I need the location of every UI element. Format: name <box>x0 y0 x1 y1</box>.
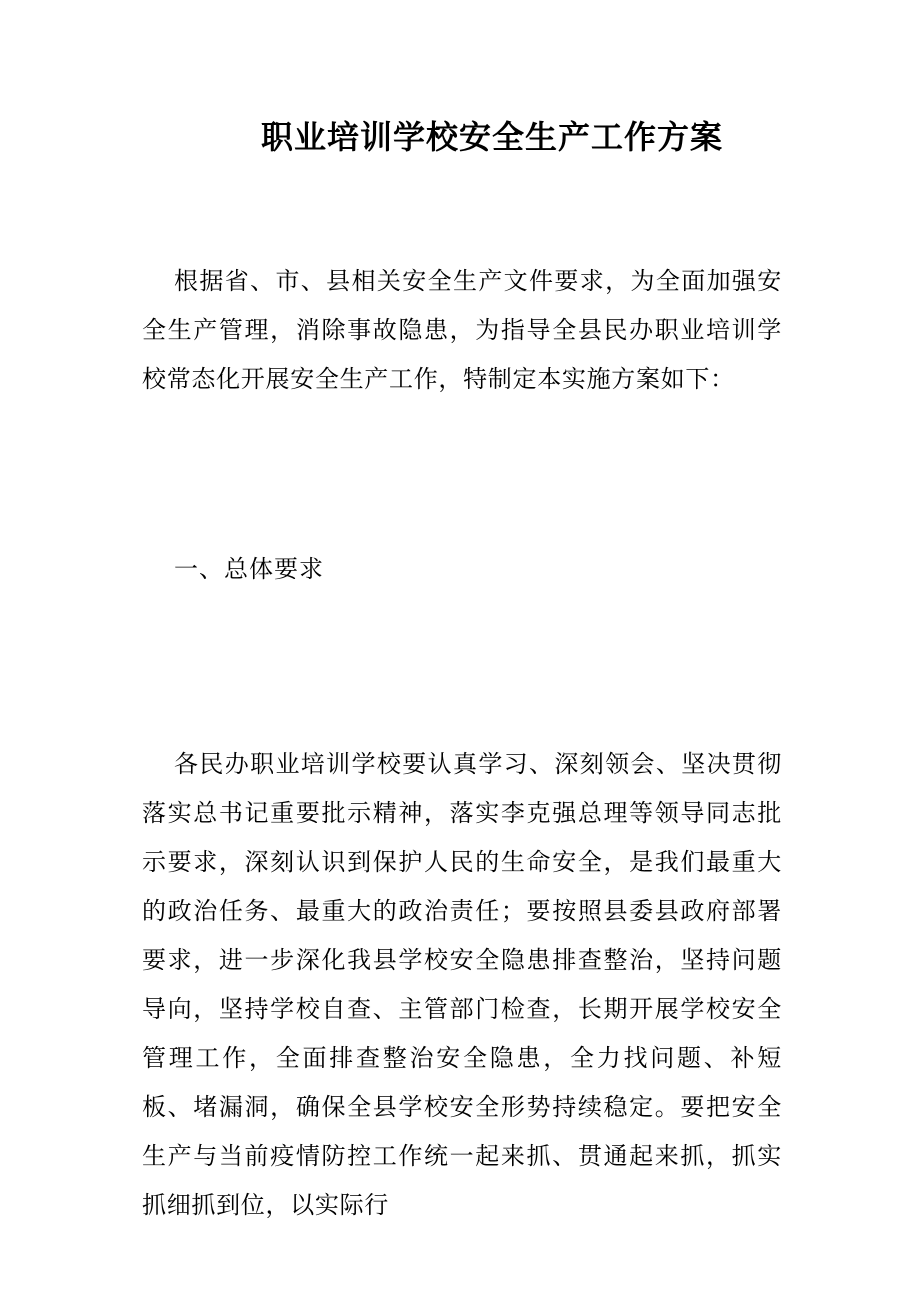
section-paragraph-overall-requirements: 各民办职业培训学校要认真学习、深刻领会、坚决贯彻落实总书记重要批示精神，落实李克强总理等领导同志批示要求，深刻认识到保护人民的生命安全，是我们最重大的政治任务、最重大的政治责任；要按照县委县政府部署要求，进一步深化我县学校安全隐患排查整治，坚持问题导向，坚持学校自查、主管部门检查，长期开展学校安全管理工作，全面排查整治安全隐患，全力找问题、补短板、堵漏洞，确保全县学校安全形势持续稳定。要把安全生产与当前疫情防控工作统一起来抓、贯通起来抓，抓实抓细抓到位，以实际行 <box>142 750 782 1219</box>
section-heading-overall-requirements: 一、总体要求 <box>174 555 324 583</box>
intro-paragraph: 根据省、市、县相关安全生产文件要求，为全面加强安全生产管理，消除事故隐患，为指导全县民办职业培训学校常态化开展安全生产工作，特制定本实施方案如下： <box>142 267 782 393</box>
document-title: 职业培训学校安全生产工作方案 <box>260 118 723 156</box>
